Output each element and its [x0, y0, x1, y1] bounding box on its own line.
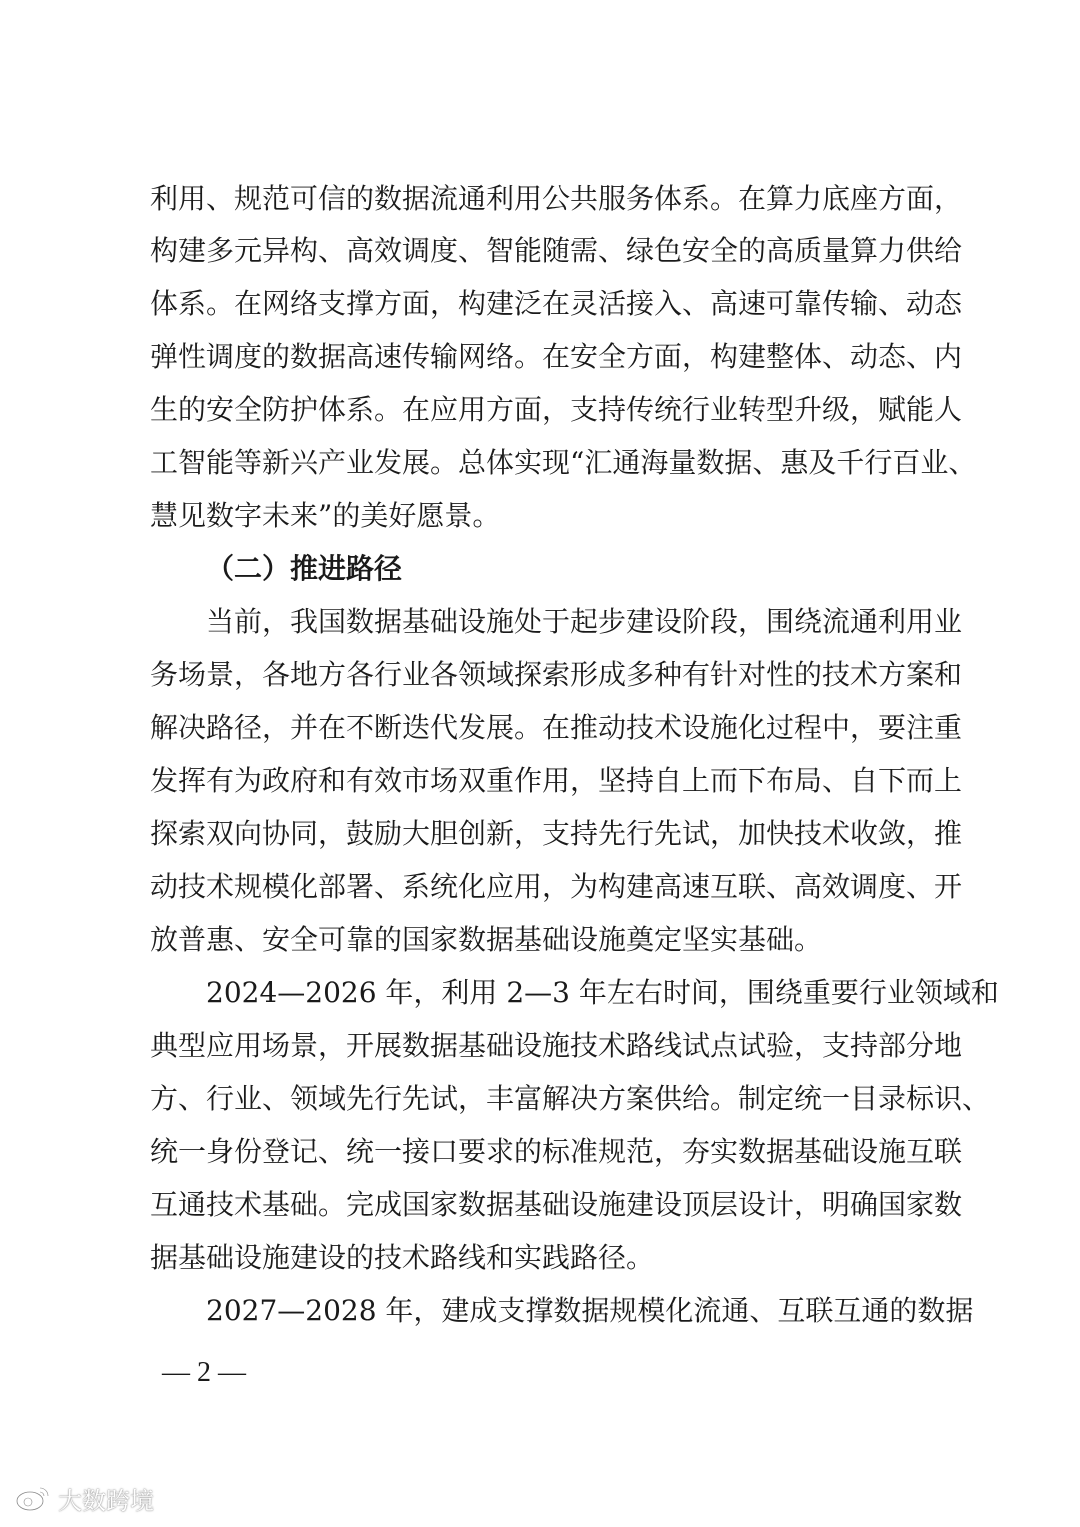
paragraph-1-line-5: 生的安全防护体系。在应用方面，支持传统行业转型升级，赋能人 [150, 393, 963, 426]
watermark-text: 大数跨境 [58, 1486, 154, 1515]
paragraph-3-line-4: 统一身份登记、统一接口要求的标准规范，夯实数据基础设施互联 [150, 1135, 963, 1168]
paragraph-1-line-7: 慧见数字未来”的美好愿景。 [150, 499, 501, 532]
paragraph-3-line-1: 2024—2026 年，利用 2—3 年左右时间，围绕重要行业领域和 [206, 976, 999, 1009]
paragraph-2-line-3: 解决路径，并在不断迭代发展。在推动技术设施化过程中，要注重 [150, 711, 963, 744]
paragraph-3-line-3: 方、行业、领域先行先试，丰富解决方案供给。制定统一目录标识、 [150, 1082, 991, 1115]
paragraph-2-line-7: 放普惠、安全可靠的国家数据基础设施奠定坚实基础。 [150, 923, 823, 956]
paragraph-3-line-6: 据基础设施建设的技术路线和实践路径。 [150, 1241, 655, 1274]
page-number: — 2 — [162, 1357, 246, 1388]
paragraph-2-line-2: 务场景，各地方各行业各领域探索形成多种有针对性的技术方案和 [150, 658, 963, 691]
paragraph-1-line-2: 构建多元异构、高效调度、智能随需、绿色安全的高质量算力供给 [150, 234, 963, 267]
paragraph-3-line-2: 典型应用场景，开展数据基础设施技术路线试点试验，支持部分地 [150, 1029, 963, 1062]
paragraph-1-line-4: 弹性调度的数据高速传输网络。在安全方面，构建整体、动态、内 [150, 340, 963, 373]
paragraph-1-line-6: 工智能等新兴产业发展。总体实现“汇通海量数据、惠及千行百业、 [150, 446, 977, 479]
paragraph-2-line-1: 当前，我国数据基础设施处于起步建设阶段，围绕流通利用业 [206, 605, 963, 638]
paragraph-3-line-5: 互通技术基础。完成国家数据基础设施建设顶层设计，明确国家数 [150, 1188, 963, 1221]
section-heading: （二）推进路径 [206, 552, 403, 585]
watermark [14, 1478, 154, 1518]
paragraph-4-line-1: 2027—2028 年，建成支撑数据规模化流通、互联互通的数据 [206, 1294, 974, 1327]
paragraph-2-line-5: 探索双向协同，鼓励大胆创新，支持先行先试，加快技术收敛，推 [150, 817, 963, 850]
paragraph-2-line-4: 发挥有为政府和有效市场双重作用，坚持自上而下布局、自下而上 [150, 764, 963, 797]
weibo-icon [14, 1483, 52, 1513]
paragraph-2-line-6: 动技术规模化部署、系统化应用，为构建高速互联、高效调度、开 [150, 870, 963, 903]
paragraph-1-line-1: 利用、规范可信的数据流通利用公共服务体系。在算力底座方面， [150, 182, 963, 215]
paragraph-1-line-3: 体系。在网络支撑方面，构建泛在灵活接入、高速可靠传输、动态 [150, 287, 963, 320]
